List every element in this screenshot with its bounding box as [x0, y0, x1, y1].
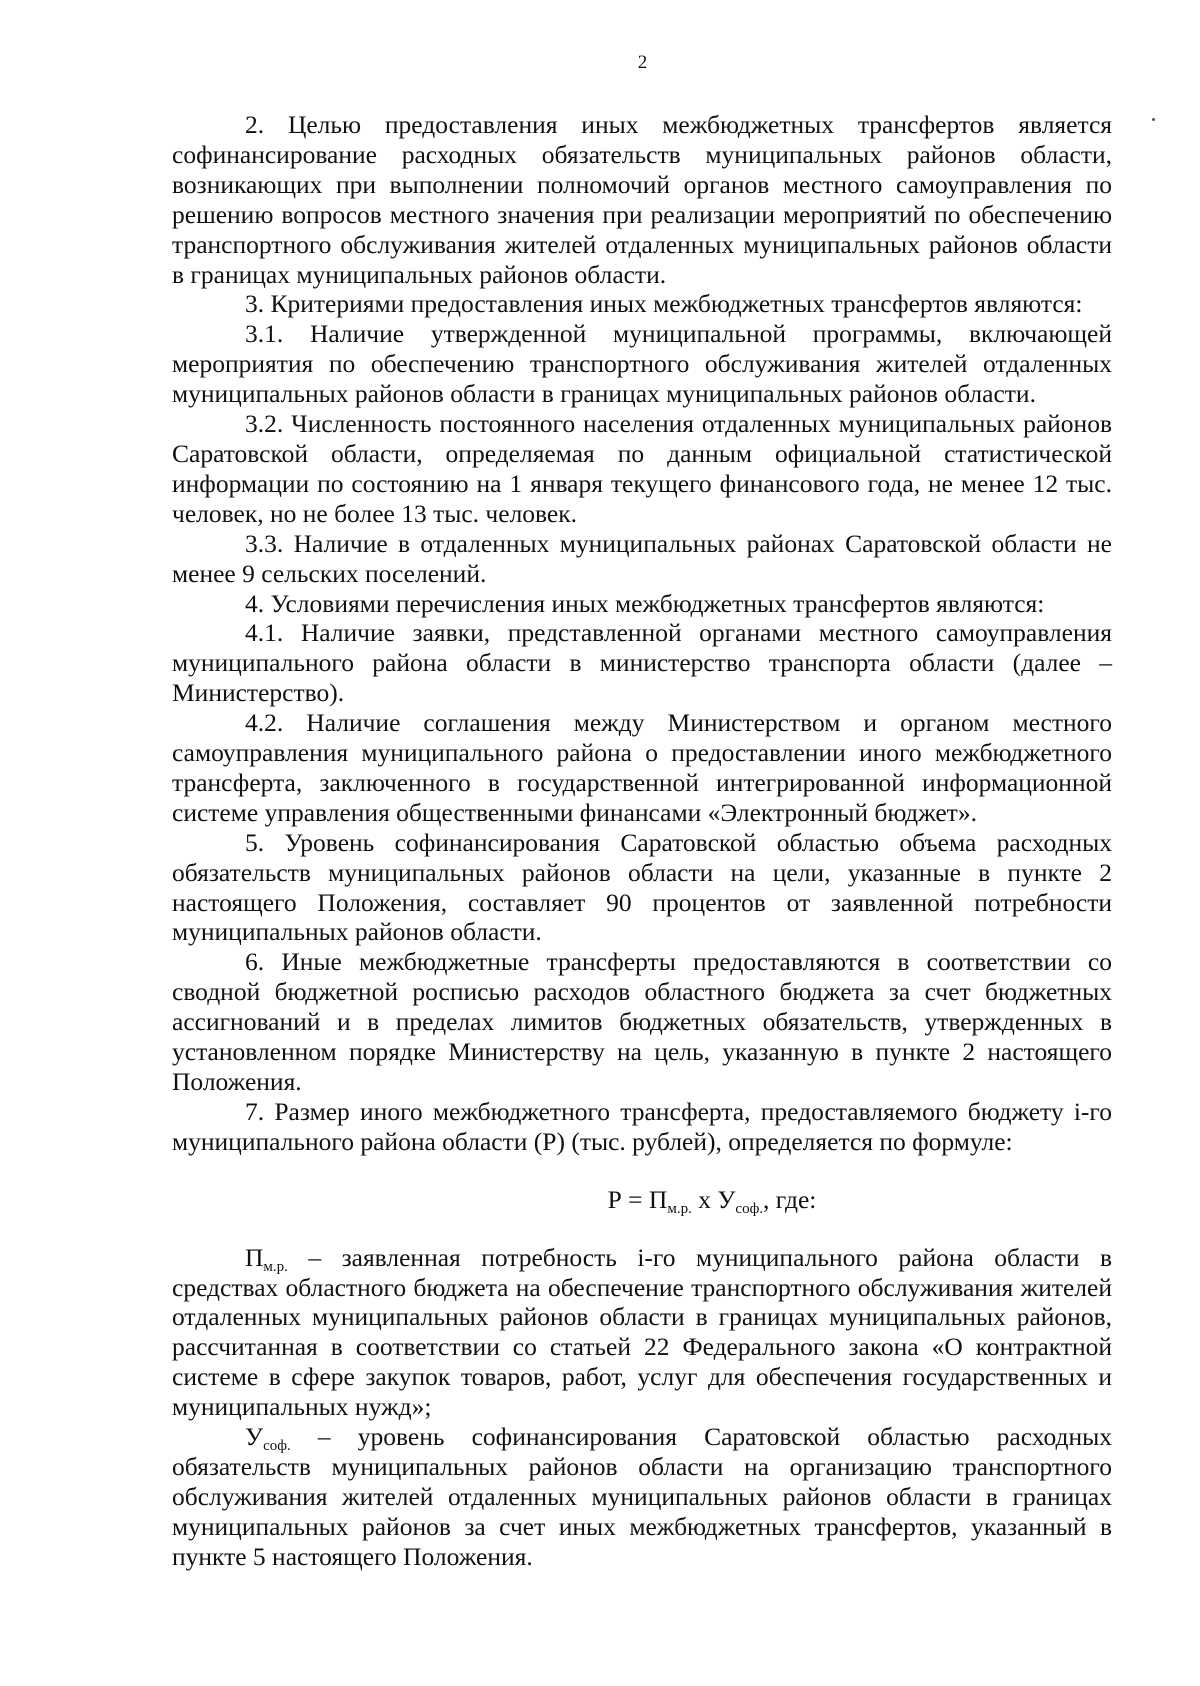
definition-u-sof: [172, 1422, 1112, 1572]
formula: [172, 1185, 1112, 1215]
paragraph-3-2: 3.2. Численность постоянного населения отдаленных муниципальных районов Саратовской области, определяемая по данным официальной статистической информации по состоянию на 1 января текущего финансового года, не менее 12 тыс. человек, но не более 13 тыс. человек.: [172, 409, 1112, 528]
formula-sub-sof: соф.: [735, 1200, 764, 1217]
paragraph-3: 3. Критериями предоставления иных межбюджетных трансфертов являются:: [245, 289, 1083, 319]
paragraph-3-3: 3.3. Наличие в отдаленных муниципальных районах Саратовской области не менее 9 сельских поселений.: [172, 528, 1112, 588]
paragraph-7: 7. Размер иного межбюджетного трансферта, предоставляемого бюджету i-го муниципального района области (Р) (тыс. рублей), определяется по формуле:: [172, 1096, 1112, 1156]
paragraph-4-2: 4.2. Наличие соглашения между Министерством и органом местного самоуправления муниципального района о предоставлении иного межбюджетного трансферта, заключенного в государственной интегрированной информационной системе управления общественными финансами «Электронный бюджет».: [172, 708, 1112, 827]
formula-mid: х У: [691, 1184, 736, 1214]
scan-speck: [1152, 118, 1155, 121]
definition-subscript: соф.: [263, 1438, 291, 1455]
definition-p-mr: [172, 1243, 1112, 1422]
definition-text: – уровень софинансирования Саратовской областью расходных обязательств муниципальных районов области на организацию транспортного обслуживания жителей отдаленных муниципальных районов области в границах муниципальных районов за счет иных межбюджетных трансфертов, указанный в пункте 5 настоящего Положения.: [172, 1422, 1112, 1571]
paragraph-4-1: 4.1. Наличие заявки, представленной органами местного самоуправления муниципального района области в министерство транспорта области (далее – Министерство).: [172, 618, 1112, 708]
formula-sub-mr: м.р.: [667, 1200, 692, 1217]
definition-subscript: м.р.: [263, 1258, 288, 1275]
definition-symbol: У: [245, 1422, 264, 1452]
paragraph-3-1: 3.1. Наличие утвержденной муниципальной программы, включающей мероприятия по обеспечению транспортного обслуживания жителей отдаленных муниципальных районов области в границах муниципальных районов области.: [172, 319, 1112, 409]
paragraph-4: 4. Условиями перечисления иных межбюджетных трансфертов являются:: [245, 588, 1045, 618]
definition-text: – заявленная потребность i-го муниципального района области в средствах областного бюджета на обеспечение транспортного обслуживания жителей отдаленных муниципальных районов области в границах муниципальных районов, рассчитанная в соответствии со статьей 22 Федерального закона «О контрактной системе в сфере закупок товаров, работ, услуг для обеспечения государственных и муниципальных нужд»;: [172, 1242, 1112, 1422]
formula-tail: , где:: [763, 1184, 817, 1214]
document-body: [172, 110, 1112, 1572]
page-number: 2: [637, 52, 648, 73]
paragraph-2: 2. Целью предоставления иных межбюджетных трансфертов является софинансирование расходных обязательств муниципальных районов области, возникающих при выполнении полномочий органов местного самоуправления по решению вопросов местного значения при реализации мероприятий по обеспечению транспортного обслуживания жителей отдаленных муниципальных районов области в границах муниципальных районов области.: [172, 110, 1112, 289]
formula-lhs: Р = П: [607, 1184, 668, 1214]
paragraph-6: 6. Иные межбюджетные трансферты предоставляются в соответствии со сводной бюджетной росписью расходов областного бюджета за счет бюджетных ассигнований и в пределах лимитов бюджетных обязательств, утвержденных в установленном порядке Министерству на цель, указанную в пункте 2 настоящего Положения.: [172, 947, 1112, 1096]
paragraph-5: 5. Уровень софинансирования Саратовской областью объема расходных обязательств муниципальных районов области на цели, указанные в пункте 2 настоящего Положения, составляет 90 процентов от заявленной потребности муниципальных районов области.: [172, 827, 1112, 947]
definition-symbol: П: [245, 1242, 264, 1272]
